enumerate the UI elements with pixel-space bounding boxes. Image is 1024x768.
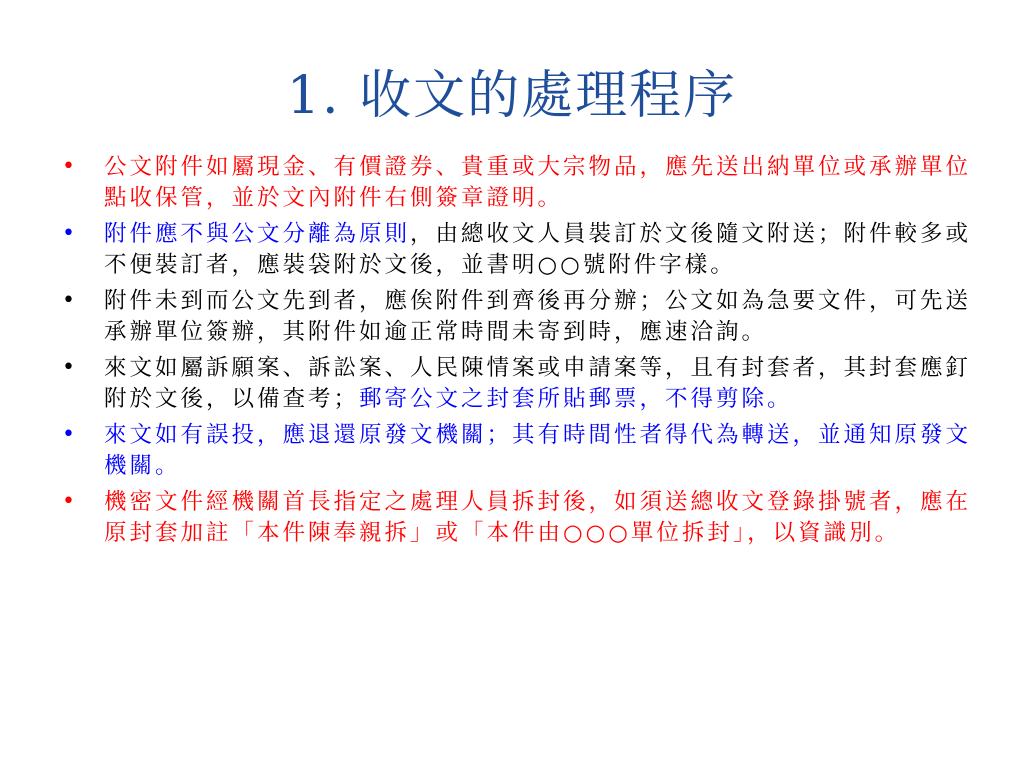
bullet-text-segment: 郵寄公文之封套所貼郵票，不得剪除。 (359, 385, 793, 412)
bullet-dot-icon: • (62, 355, 78, 380)
bullet-dot-icon: • (62, 221, 78, 246)
bullet-text-segment: 來文如有誤投，應退還原發文機關；其有時間性者得代為轉送，並通知原發文機關。 (104, 422, 972, 479)
bullet-item-4 (62, 353, 982, 414)
bullet-text-segment: 來文如屬訴願案、訴訟案、人民陳情案或申請案等，且有封套者，其封套應釘附於文後，以備查考； (104, 355, 972, 412)
bullet-item-1 (62, 152, 982, 213)
bullet-text-segment: 公文附件如屬現金、有價證券、貴重或大宗物品，應先送出納單位或承辦單位點收保管，並於文內附件右側簽章證明。 (104, 154, 972, 211)
bullet-item-3 (62, 286, 982, 347)
bullet-dot-icon: • (62, 288, 78, 313)
slide-title: 1. 收文的處理程序 (286, 66, 738, 126)
bullet-text-segment: 附件未到而公文先到者，應俟附件到齊後再分辦；公文如為急要文件，可先送承辦單位簽辦，其附件如逾正常時間未寄到時，應速洽詢。 (104, 288, 972, 345)
bullet-text-segment: 附件應不與公文分離為原則 (104, 221, 411, 247)
bullet-item-6 (62, 487, 982, 548)
bullet-text-segment: 機密文件經機關首長指定之處理人員拆封後，如須送總收文登錄掛號者，應在原封套加註「本件陳奉親拆」或「本件由○○○單位拆封」，以資識別。 (104, 489, 972, 546)
bullet-text-segment: ，由總收文人員裝訂於文後隨文附送；附件較多或不便裝訂者，應裝袋附於文後，並書明○○號附件字樣。 (104, 221, 972, 278)
bullet-list (62, 152, 982, 554)
bullet-item-5 (62, 420, 982, 481)
bullet-dot-icon: • (62, 154, 78, 179)
bullet-dot-icon: • (62, 489, 78, 514)
bullet-dot-icon: • (62, 422, 78, 447)
bullet-item-2 (62, 219, 982, 280)
